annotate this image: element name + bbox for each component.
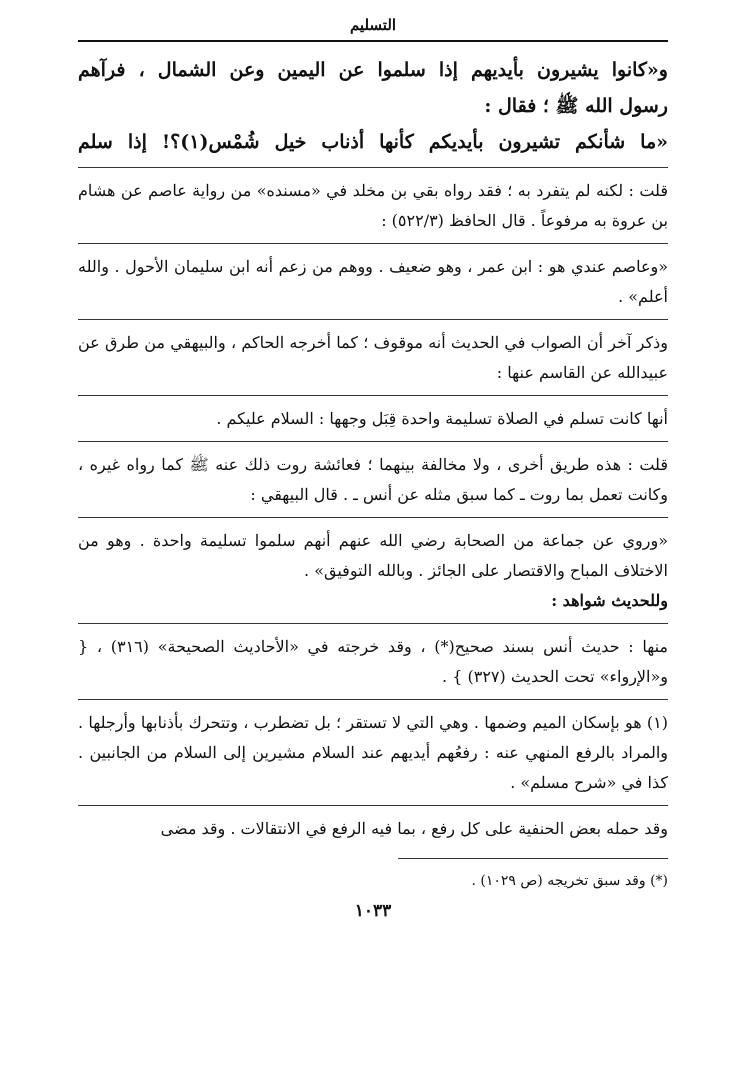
book-page — [78, 12, 668, 921]
header-rule — [78, 40, 668, 42]
divider-rule — [78, 623, 668, 624]
paragraph-1: قلت : لكنه لم يتفرد به ؛ فقد رواه بقي بن مخلد في «مسنده» من رواية عاصم عن هشام بن عروة به مرفوعاً . قال الحافظ (٥٢٢/٣) : — [78, 181, 668, 230]
paragraph-8: منها : حديث أنس بسند صحيح(*) ، وقد خرجته في «الأحاديث الصحيحة» (٣١٦) ، { و«الإرواء» تحت الحديث (٣٢٧) } . — [78, 637, 669, 686]
divider-rule — [78, 517, 668, 518]
paragraph-10: وقد حمله بعض الحنفية على كل رفع ، بما فيه الرفع في الانتقالات . وقد مضى — [160, 819, 668, 838]
hadith-line-3: «ما شأنكم تشيرون بأيديكم كأنها أذناب خيل شُمْس(١)؟! إذا سلم — [78, 131, 668, 153]
divider-rule — [78, 805, 668, 806]
divider-rule — [78, 441, 668, 442]
hadith-line-2: رسول الله ﷺ ؛ فقال : — [484, 95, 668, 117]
divider-rule — [78, 699, 668, 700]
paragraph-5: قلت : هذه طريق أخرى ، ولا مخالفة بينهما ؛ فعائشة روت ذلك عنه ﷺ كما رواه غيره ، وكانت تعمل بما روت ـ كما سبق مثله عن أنس ـ . قال البيهقي : — [78, 455, 668, 504]
paragraph-4: أنها كانت تسلم في الصلاة تسليمة واحدة قِبَل وجهها : السلام عليكم . — [216, 409, 668, 428]
divider-rule — [78, 243, 668, 244]
divider-rule — [78, 395, 668, 396]
paragraph-6: «وروي عن جماعة من الصحابة رضي الله عنهم أنهم سلموا تسليمة واحدة . وهو من الاختلاف المباح والاقتصار على الجائز . وبالله التوفيق» . — [78, 531, 668, 580]
page-number: ١٠٣٣ — [354, 901, 392, 921]
footnote-rule — [398, 858, 668, 859]
running-header: التسليم — [349, 16, 397, 34]
paragraph-2: «وعاصم عندي هو : ابن عمر ، وهو ضعيف . ووهم من زعم أنه ابن سليمان الأحول . والله أعلم» . — [78, 257, 668, 306]
footnote: (*) وقد سبق تخريجه (ص ١٠٢٩) . — [471, 873, 668, 889]
paragraph-7: وللحديث شواهد : — [551, 591, 668, 610]
hadith-line-1: و«كانوا يشيرون بأيديهم إذا سلموا عن اليمين وعن الشمال ، فرآهم — [78, 59, 668, 81]
section-rule — [78, 167, 668, 168]
divider-rule — [78, 319, 668, 320]
paragraph-9: (١) هو بإسكان الميم وضمها . وهي التي لا تستقر ؛ بل تضطرب ، وتتحرك بأذنابها وأرجلها . والمراد بالرفع المنهي عنه : رفعُهم أيديهم عند السلام مشيرين إلى السلام من الجانبين . كذا في «شرح مسلم» . — [78, 713, 668, 792]
paragraph-3: وذكر آخر أن الصواب في الحديث أنه موقوف ؛ كما أخرجه الحاكم ، والبيهقي من طرق عن عبيدالله عن القاسم عنها : — [78, 333, 668, 382]
